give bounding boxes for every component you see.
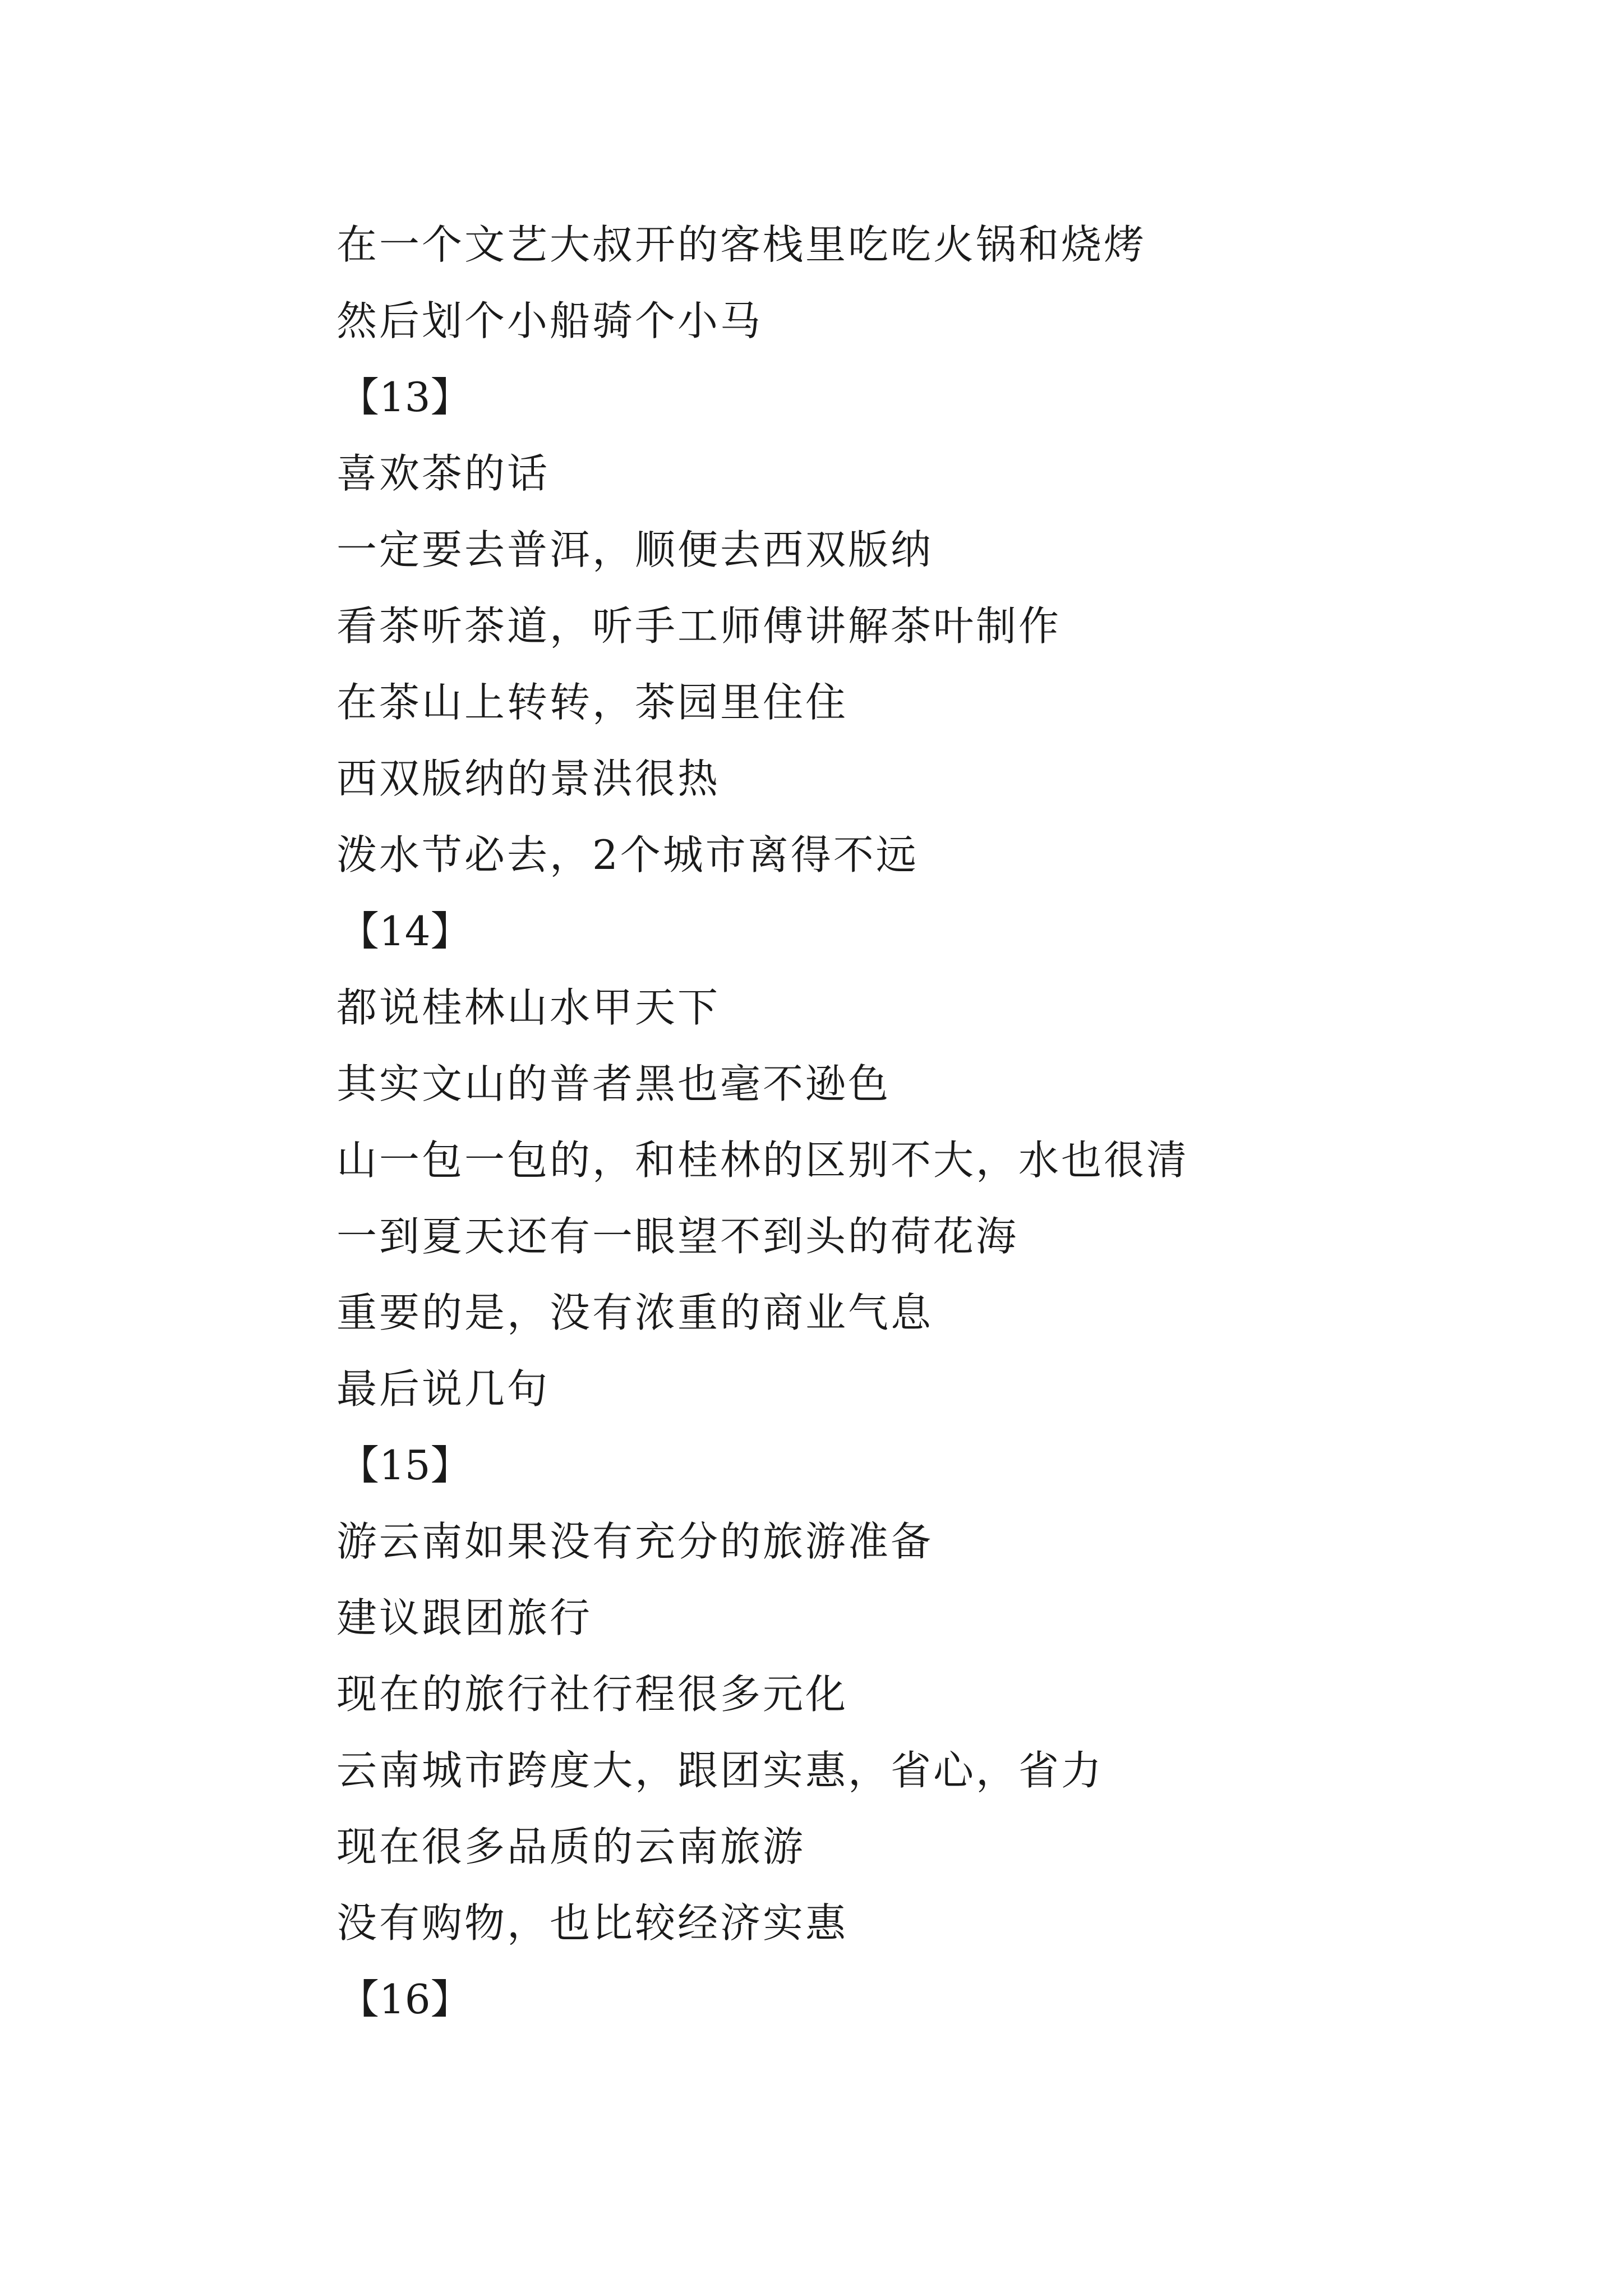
text-line: 一定要去普洱，顺便去西双版纳 <box>336 526 934 573</box>
text-line: 看茶听茶道，听手工师傅讲解茶叶制作 <box>336 602 1062 650</box>
text-line: 在一个文艺大叔开的客栈里吃吃火锅和烧烤 <box>336 221 1147 268</box>
text-line: 最后说几句 <box>336 1365 550 1412</box>
text-line: 然后划个小船骑个小马 <box>336 297 763 344</box>
section-number: 【16】 <box>339 1976 471 2023</box>
text-line: 现在很多品质的云南旅游 <box>336 1823 806 1870</box>
text-line: 没有购物，也比较经济实惠 <box>336 1899 849 1947</box>
section-number: 【13】 <box>339 374 471 421</box>
text-line: 现在的旅行社行程很多元化 <box>336 1671 849 1718</box>
text-line: 西双版纳的景洪很热 <box>336 755 721 802</box>
text-line: 一到夏天还有一眼望不到头的荷花海 <box>336 1213 1019 1260</box>
text-line: 在茶山上转转，茶园里住住 <box>336 679 849 726</box>
text-line: 重要的是，没有浓重的商业气息 <box>336 1289 934 1336</box>
text-line: 山一包一包的，和桂林的区别不大，水也很清 <box>336 1137 1189 1184</box>
text-line: 云南城市跨度大，跟团实惠，省心，省力 <box>336 1747 1104 1794</box>
text-line: 泼水节必去，2个城市离得不远 <box>336 831 919 878</box>
text-line: 游云南如果没有充分的旅游准备 <box>336 1518 934 1565</box>
text-line: 其实文山的普者黑也毫不逊色 <box>336 1060 891 1107</box>
section-number: 【14】 <box>339 908 471 955</box>
text-line: 都说桂林山水甲天下 <box>336 984 721 1031</box>
text-line: 喜欢茶的话 <box>336 450 550 497</box>
text-line: 建议跟团旅行 <box>336 1594 593 1641</box>
section-number: 【15】 <box>339 1442 471 1489</box>
